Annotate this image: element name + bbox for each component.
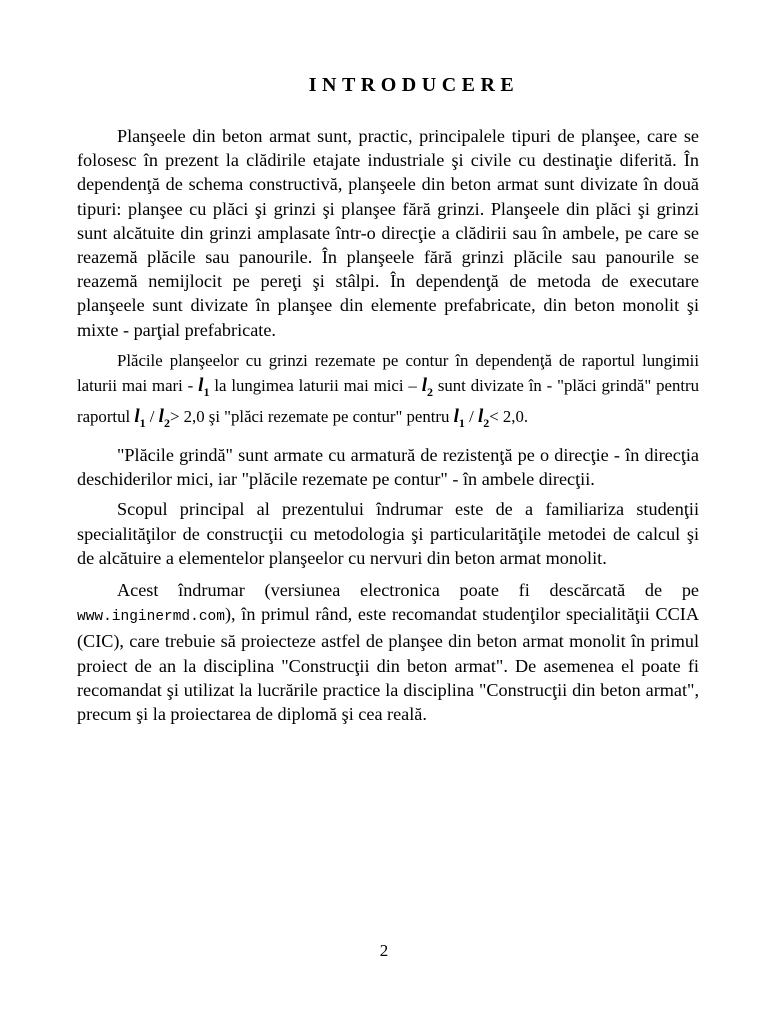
paragraph-2-text: / [145,407,159,427]
variable-l1: $l_1$ [134,406,146,430]
paragraph-5-text: ), în primul rând, este recomandat studenţilor specialităţii CCIA (CIC), care trebuie să proiecteze astfel de planşee din beton armat monolit în primul proiect de an la disciplina "Construcţii din beton armat". De asemenea el poate fi recomandat şi utilizat la lucrările practice la disciplina "Construcţii din beton armat", precum şi la proiectarea de diplomă şi cea reală. [77,604,699,725]
paragraph-2-text: sunt divizate în - "plăci grindă" pentru raportul [77,376,699,427]
paragraph-2-text: > 2,0 şi "plăci rezemate pe contur" pentru [169,407,454,427]
variable-l1: $l_1$ [453,406,465,430]
page-title: INTRODUCERE [308,74,520,96]
paragraph-2-text: < 2,0. [489,407,529,427]
paragraph-5 [77,578,699,726]
document-body [77,124,699,732]
variable-l2: $l_2$ [477,406,490,430]
variable-l2: $l_2$ [421,375,433,399]
paragraph-2 [77,348,699,435]
paragraph-3: "Plăcile grindă" sunt armate cu armatură de rezistenţă pe o direcţie - în direcţia deschiderilor mici, iar "plăcile rezemate pe contur" - în ambele direcţii. [77,445,699,490]
paragraph-2-text: Plăcile planşeelor cu grinzi rezemate pe contur în dependenţă de raportul lungimii laturii mai mari - [77,350,699,396]
variable-l2: $l_2$ [158,406,170,430]
page-number: 2 [379,941,389,960]
paragraph-4: Scopul principal al prezentului îndrumar este de a familiariza studenţii specialităţilor de construcţii cu metodologia şi particularităţile metodei de calcul şi de alcătuire a elementelor planşeelor cu nervuri din beton armat monolit. [77,499,699,568]
website-url: www.inginermd.com [77,609,225,626]
paragraph-2-text: / [464,407,478,427]
paragraph-1: Planşeele din beton armat sunt, practic, principalele tipuri de planşee, care se folosesc în prezent la clădirile etajate industriale şi civile cu destinaţie diferită. În dependenţă de schema constructivă, planşeele din beton armat sunt divizate în două tipuri: planşee cu plăci şi grinzi şi planşee fără grinzi. Planşeele din plăci şi grinzi sunt alcătuite din grinzi amplasate într-o direcţie a clădirii sau în ambele, pe care se reazemă plăcile sau panourile. În planşeele fără grinzi plăcile sau panourile se reazemă nemijlocit pe pereţi şi stâlpi. În dependenţă de metoda de executare planşeele sunt divizate în planşee din elemente prefabricate, din beton monolit şi mixte - parţial prefabricate. [77,126,699,340]
paragraph-5-text: Acest îndrumar (versiunea electronica poate fi descărcată de pe [117,580,699,601]
variable-l1: $l_1$ [198,375,210,399]
paragraph-2-text: la lungimea laturii mai mici – [209,376,422,396]
